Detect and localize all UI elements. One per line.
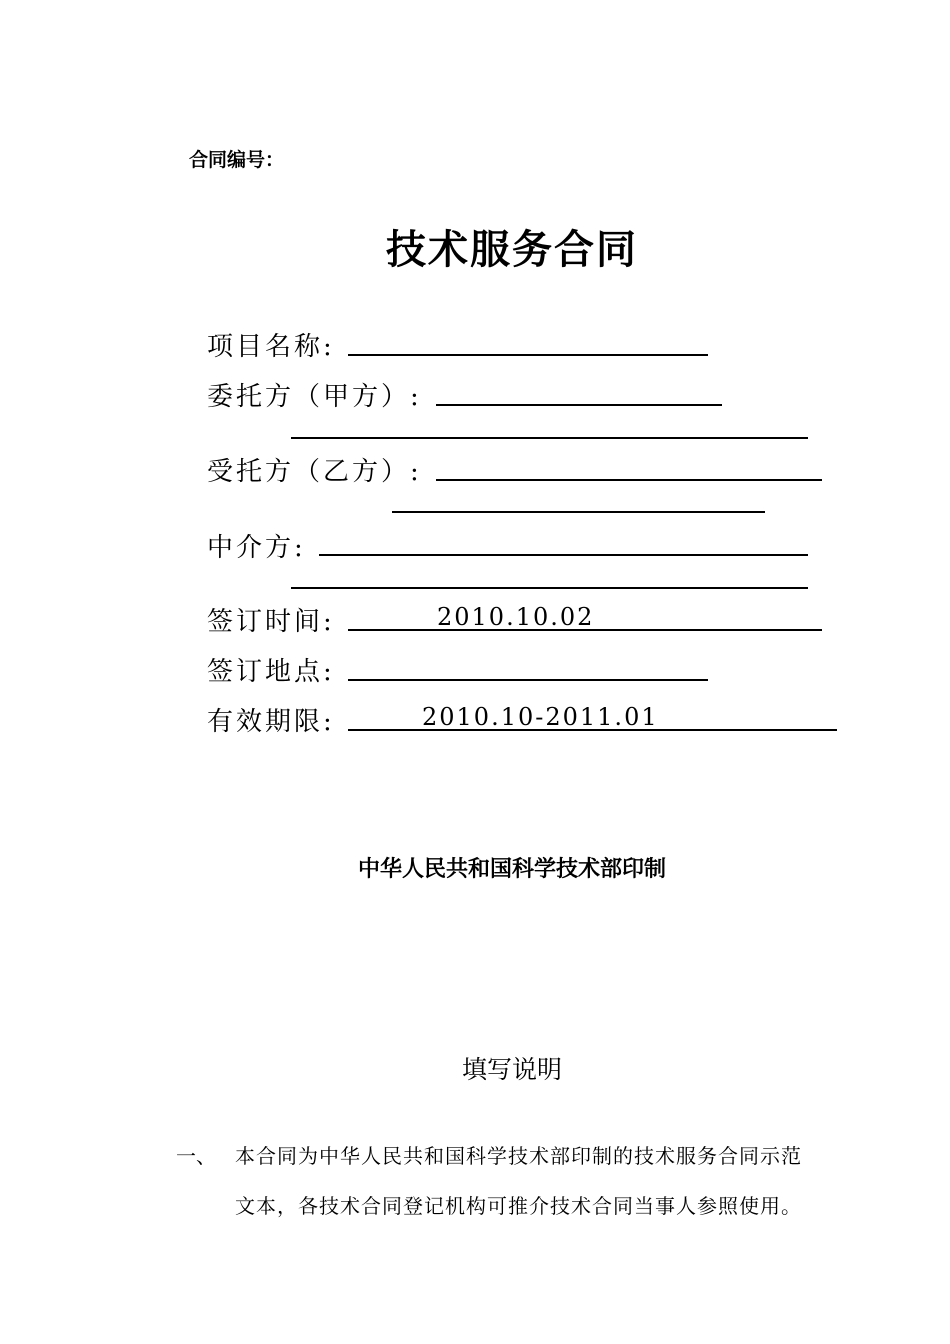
- contractor-label: 受托方（乙方）:: [207, 457, 422, 487]
- sign-date-label: 签订时间:: [207, 607, 335, 637]
- validity-value: 2010.10-2011.01: [422, 703, 659, 731]
- validity-label: 有效期限:: [207, 707, 335, 737]
- sign-date-value: 2010.10.02: [437, 603, 595, 631]
- instruction-item-line1: 本合同为中华人民共和国科学技术部印制的技术服务合同示范: [235, 1144, 802, 1168]
- intermediary-blank[interactable]: [319, 554, 808, 556]
- instruction-item-number: 一、: [176, 1144, 216, 1168]
- client-blank-line2[interactable]: [291, 437, 808, 439]
- project-name-blank[interactable]: [348, 354, 708, 356]
- intermediary-label: 中介方:: [207, 533, 306, 563]
- intermediary-blank-line2[interactable]: [291, 587, 808, 589]
- client-label: 委托方（甲方）:: [207, 382, 422, 412]
- sign-place-blank[interactable]: [348, 679, 708, 681]
- instruction-item-line2: 文本，各技术合同登记机构可推介技术合同当事人参照使用。: [235, 1194, 802, 1218]
- page-title: 技术服务合同: [386, 227, 638, 273]
- contract-number-label: 合同编号：: [189, 149, 285, 171]
- contractor-blank[interactable]: [436, 479, 822, 481]
- contractor-blank-line2[interactable]: [392, 511, 765, 513]
- client-blank[interactable]: [436, 404, 722, 406]
- project-name-label: 项目名称:: [207, 332, 335, 362]
- sign-place-label: 签订地点:: [207, 657, 335, 687]
- issuer-line: 中华人民共和国科学技术部印制: [357, 857, 666, 882]
- instructions-title: 填写说明: [461, 1055, 562, 1084]
